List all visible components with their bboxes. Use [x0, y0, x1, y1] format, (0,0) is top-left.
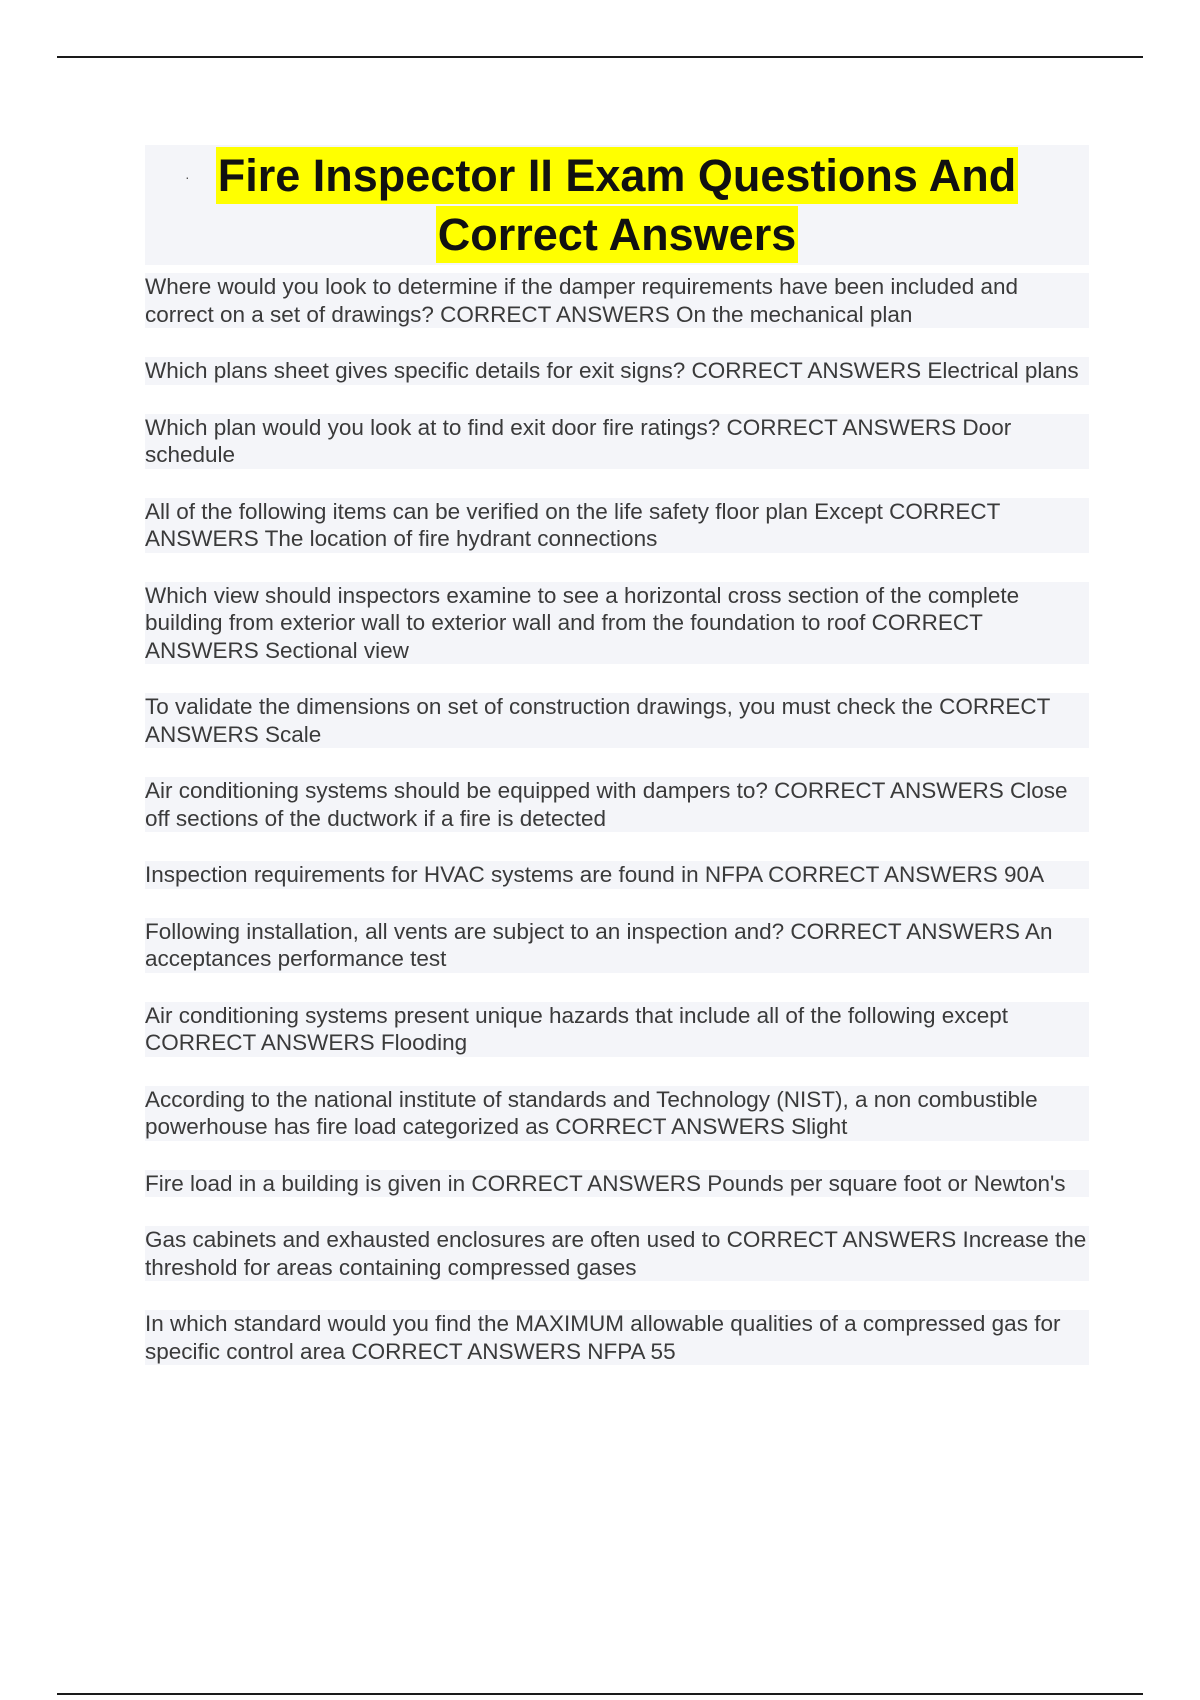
page-title-line-1: Fire Inspector II Exam Questions And — [216, 147, 1019, 204]
qa-item: Which plan would you look at to find exit door fire ratings? CORRECT ANSWERS Door schedule — [145, 414, 1089, 469]
qa-item: Inspection requirements for HVAC systems are found in NFPA CORRECT ANSWERS 90A — [145, 861, 1089, 889]
qa-item: Fire load in a building is given in CORRECT ANSWERS Pounds per square foot or Newton's — [145, 1170, 1089, 1198]
qa-list — [145, 273, 1089, 1365]
qa-item: Where would you look to determine if the damper requirements have been included and correct on a set of drawings? CORRECT ANSWERS On the mechanical plan — [145, 273, 1089, 328]
qa-item: Which plans sheet gives specific details for exit signs? CORRECT ANSWERS Electrical plans — [145, 357, 1089, 385]
qa-item: Air conditioning systems present unique hazards that include all of the following except CORRECT ANSWERS Flooding — [145, 1002, 1089, 1057]
footer-rule — [57, 1693, 1143, 1695]
document-body — [145, 145, 1089, 1394]
page-title-line-2: Correct Answers — [436, 206, 798, 263]
header-rule — [57, 56, 1143, 58]
qa-item: To validate the dimensions on set of construction drawings, you must check the CORRECT ANSWERS Scale — [145, 693, 1089, 748]
qa-item: Following installation, all vents are subject to an inspection and? CORRECT ANSWERS An acceptances performance test — [145, 918, 1089, 973]
qa-item: Gas cabinets and exhausted enclosures are often used to CORRECT ANSWERS Increase the threshold for areas containing compressed gases — [145, 1226, 1089, 1281]
qa-item: In which standard would you find the MAXIMUM allowable qualities of a compressed gas for specific control area CORRECT ANSWERS NFPA 55 — [145, 1310, 1089, 1365]
title-block — [145, 145, 1089, 265]
qa-item: All of the following items can be verified on the life safety floor plan Except CORRECT ANSWERS The location of fire hydrant connections — [145, 498, 1089, 553]
qa-item: Air conditioning systems should be equipped with dampers to? CORRECT ANSWERS Close off sections of the ductwork if a fire is detected — [145, 777, 1089, 832]
qa-item: Which view should inspectors examine to see a horizontal cross section of the complete building from exterior wall to exterior wall and from the foundation to roof CORRECT ANSWERS Sectional view — [145, 582, 1089, 665]
qa-item: According to the national institute of standards and Technology (NIST), a non combustible powerhouse has fire load categorized as CORRECT ANSWERS Slight — [145, 1086, 1089, 1141]
title-marker: · — [185, 169, 190, 185]
